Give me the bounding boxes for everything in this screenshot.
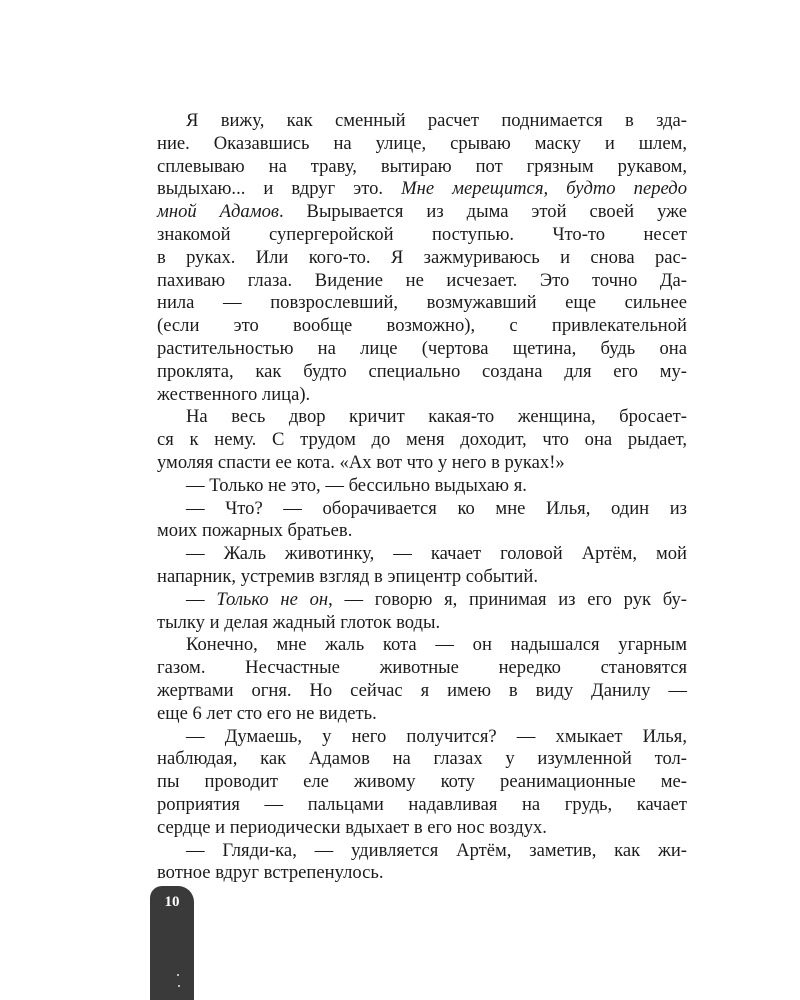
text-line [157,110,687,133]
text-span: На весь двор кричит какая-то женщина, бросает- [186,406,687,428]
tab-dot [178,985,180,987]
text-span: пахиваю глаза. Видение не исчезает. Это точно Да- [157,269,687,291]
text-span: сердце и периодически вдыхает в его нос воздух. [157,816,547,838]
text-span: газом. Несчастные животные нередко становятся [157,657,687,679]
text-line [157,247,687,270]
text-span: тылку и делая жадный глоток воды. [157,611,441,633]
text-line [157,726,687,749]
italic-text: Мне мерещится, будто передо [401,178,687,200]
text-line [157,612,687,635]
page-number-tab [150,886,194,1000]
text-span: — Жаль животинку, — качает головой Артём, мой [186,543,687,565]
text-span: . Вырывается из дыма этой своей уже [278,201,687,223]
text-span: (если это вообще возможно), с привлекательной [157,315,687,337]
text-line [157,475,687,498]
text-line [157,680,687,703]
tab-dot [177,974,179,976]
text-span: сплевываю на траву, вытираю пот грязным рукавом, [157,155,687,177]
text-line [157,794,687,817]
text-line [157,361,687,384]
text-line [157,178,687,201]
text-span: выдыхаю... и вдруг это. [157,178,402,200]
text-span: — Гляди-ка, — удивляется Артём, заметив, как жи- [186,839,687,861]
text-span: жертвами огня. Но сейчас я имею в виду Данилу — [157,679,687,701]
text-span: пы проводит еле живому коту реанимационные ме- [157,771,687,793]
text-span: еще 6 лет сто его не видеть. [157,702,377,724]
text-line [157,315,687,338]
text-line [157,634,687,657]
text-line [157,156,687,179]
text-span: Конечно, мне жаль кота — он надышался угарным [186,634,687,656]
text-span: в руках. Или кого-то. Я зажмуриваюсь и снова рас- [157,246,687,268]
text-span: умоляя спасти ее кота. «Ах вот что у него в руках!» [157,451,565,473]
text-span: моих пожарных братьев. [157,520,353,542]
italic-text: Только не он [216,588,329,610]
text-line [157,384,687,407]
text-line [157,452,687,475]
text-line [157,429,687,452]
text-line [157,338,687,361]
text-line [157,406,687,429]
text-span: ся к нему. С трудом до меня доходит, что она рыдает, [157,429,687,451]
text-span: , — говорю я, принимая из его рук бу- [328,588,687,610]
text-span: нила — повзрослевший, возмужавший еще сильнее [157,292,687,314]
text-span: Я вижу, как сменный расчет поднимается в зда- [186,110,687,131]
text-span: жественного лица). [157,383,311,405]
text-line [157,771,687,794]
text-line [157,703,687,726]
text-span: проклята, как будто специально создана для его му- [157,360,687,382]
text-span: наблюдая, как Адамов на глазах у изумленной тол- [157,748,687,770]
text-span: роприятия — пальцами надавливая на грудь, качает [157,793,687,815]
text-line [157,748,687,771]
text-line [157,201,687,224]
text-span: напарник, устремив взгляд в эпицентр событий. [157,565,538,587]
text-span: растительностью на лице (чертова щетина, будь она [157,337,687,359]
italic-text: мной Адамов [157,201,279,223]
text-line [157,817,687,840]
text-span: — Что? — оборачивается ко мне Илья, один из [186,497,687,519]
page-number: 10 [164,894,180,910]
text-line [157,520,687,543]
text-line [157,292,687,315]
text-span: ние. Оказавшись на улице, срываю маску и шлем, [157,132,687,154]
text-line [157,270,687,293]
text-span: — Только не это, — бессильно выдыхаю я. [186,474,527,496]
text-line [157,566,687,589]
text-line [157,657,687,680]
page-body-text [157,110,687,885]
text-span: знакомой супергеройской поступью. Что-то несет [157,223,687,245]
text-line [157,498,687,521]
text-line [157,543,687,566]
text-line [157,862,687,885]
text-line [157,133,687,156]
text-line [157,840,687,863]
text-span: вотное вдруг встрепенулось. [157,862,384,884]
text-line [157,224,687,247]
text-span: — [186,588,217,610]
text-line [157,589,687,612]
text-span: — Думаешь, у него получится? — хмыкает Илья, [186,725,687,747]
